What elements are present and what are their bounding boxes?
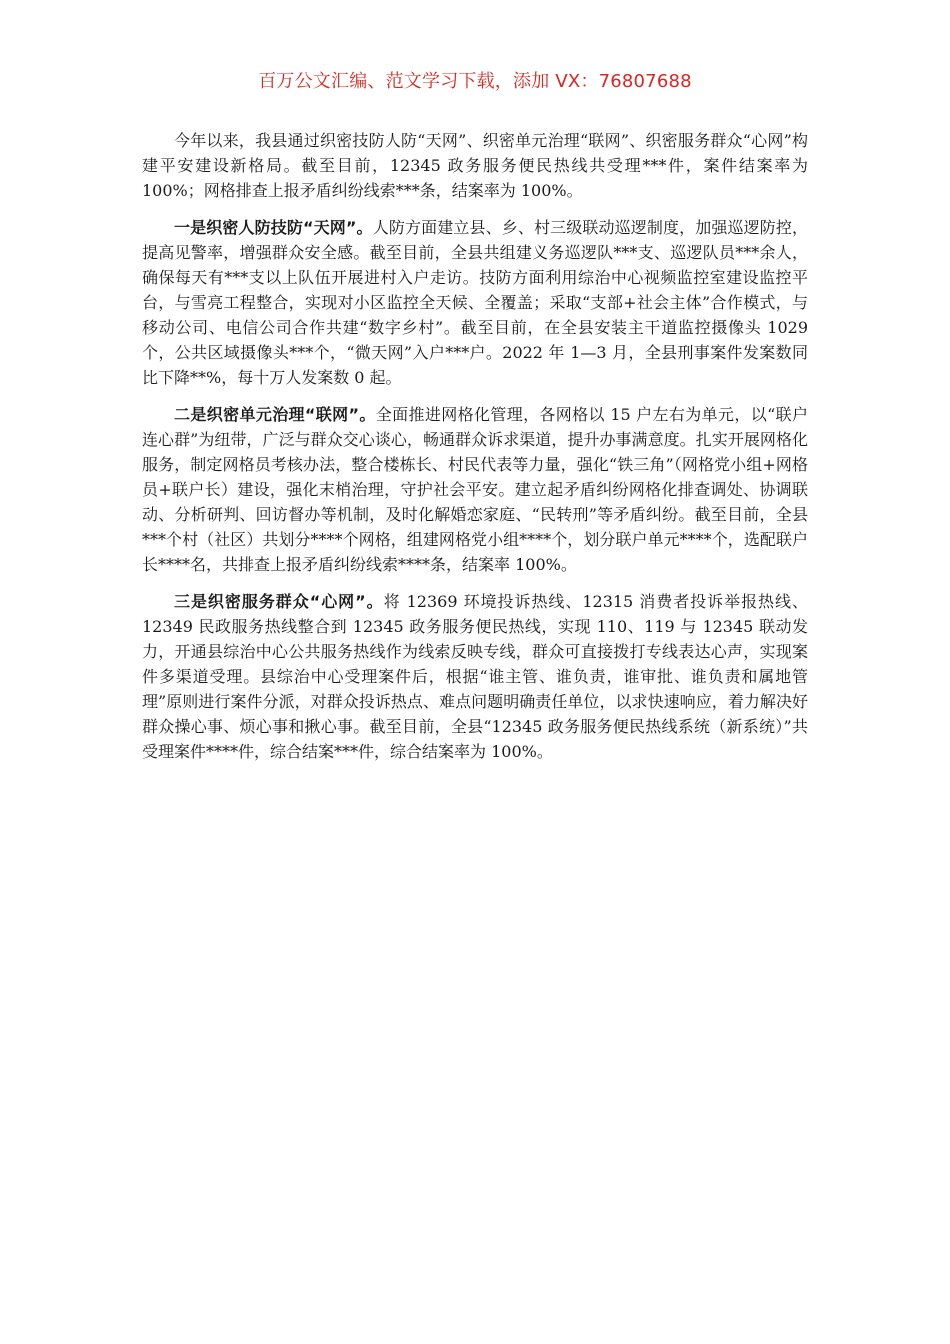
section-paragraph-3: [142, 589, 808, 764]
watermark-header: 百万公文汇编、范文学习下载，添加 VX：76807688: [258, 71, 692, 92]
section-body-2: 全面推进网格化管理，各网格以 15 户左右为单元，以“联户连心群”为纽带，广泛与群众交心谈心，畅通群众诉求渠道，提升办事满意度。扎实开展网格化服务，制定网格员考核办法，整合楼栋长、村民代表等力量，强化“铁三角”（网格党小组+网格员+联户长）建设，强化末梢治理，守护社会平安。建立起矛盾纠纷网格化排查调处、协调联动、分析研判、回访督办等机制，及时化解婚恋家庭、“民转刑”等矛盾纠纷。截至目前，全县***个村（社区）共划分****个网格，组建网格党小组****个，划分联户单元****个，选配联户长****名，共排查上报矛盾纠纷线索****条，结案率 100%。: [142, 405, 808, 574]
section-heading-1: 一是织密人防技防“天网”。: [174, 218, 373, 237]
section-body-3: 将 12369 环境投诉热线、12315 消费者投诉举报热线、12349 民政服务热线整合到 12345 政务服务便民热线，实现 110、119 与 12345 联动发力，开通县综治中心公共服务热线作为线索反映专线，群众可直接拨打专线表达心声，实现案件多渠道受理。县综治中心受理案件后，根据“谁主管、谁负责，谁审批、谁负责和属地管理”原则进行案件分派，对群众投诉热点、难点问题明确责任单位，以求快速响应，着力解决好群众操心事、烦心事和揪心事。截至目前，全县“12345 政务服务便民热线系统（新系统）”共受理案件****件，综合结案***件，综合结案率为 100%。: [142, 592, 808, 761]
section-paragraph-2: [142, 402, 808, 577]
section-body-1: 人防方面建立县、乡、村三级联动巡逻制度，加强巡逻防控，提高见警率，增强群众安全感。截至目前，全县共组建义务巡逻队***支、巡逻队员***余人，确保每天有***支以上队伍开展进村入户走访。技防方面利用综治中心视频监控室建设监控平台，与雪亮工程整合，实现对小区监控全天候、全覆盖；采取“支部+社会主体”合作模式，与移动公司、电信公司合作共建“数字乡村”。截至目前，在全县安装主干道监控摄像头 1029 个，公共区域摄像头***个，“微天网”入户***户。2022 年 1—3 月，全县刑事案件发案数同比下降**%，每十万人发案数 0 起。: [142, 218, 808, 387]
intro-paragraph: 今年以来，我县通过织密技防人防“天网”、织密单元治理“联网”、织密服务群众“心网”构建平安建设新格局。截至目前，12345 政务服务便民热线共受理***件，案件结案率为 100%；网格排查上报矛盾纠纷线索***条，结案率为 100%。: [142, 131, 808, 200]
document-body: [142, 128, 808, 776]
section-heading-2: 二是织密单元治理“联网”。: [174, 405, 376, 424]
section-heading-3: 三是织密服务群众“心网”。: [174, 592, 384, 611]
section-paragraph-1: [142, 215, 808, 390]
